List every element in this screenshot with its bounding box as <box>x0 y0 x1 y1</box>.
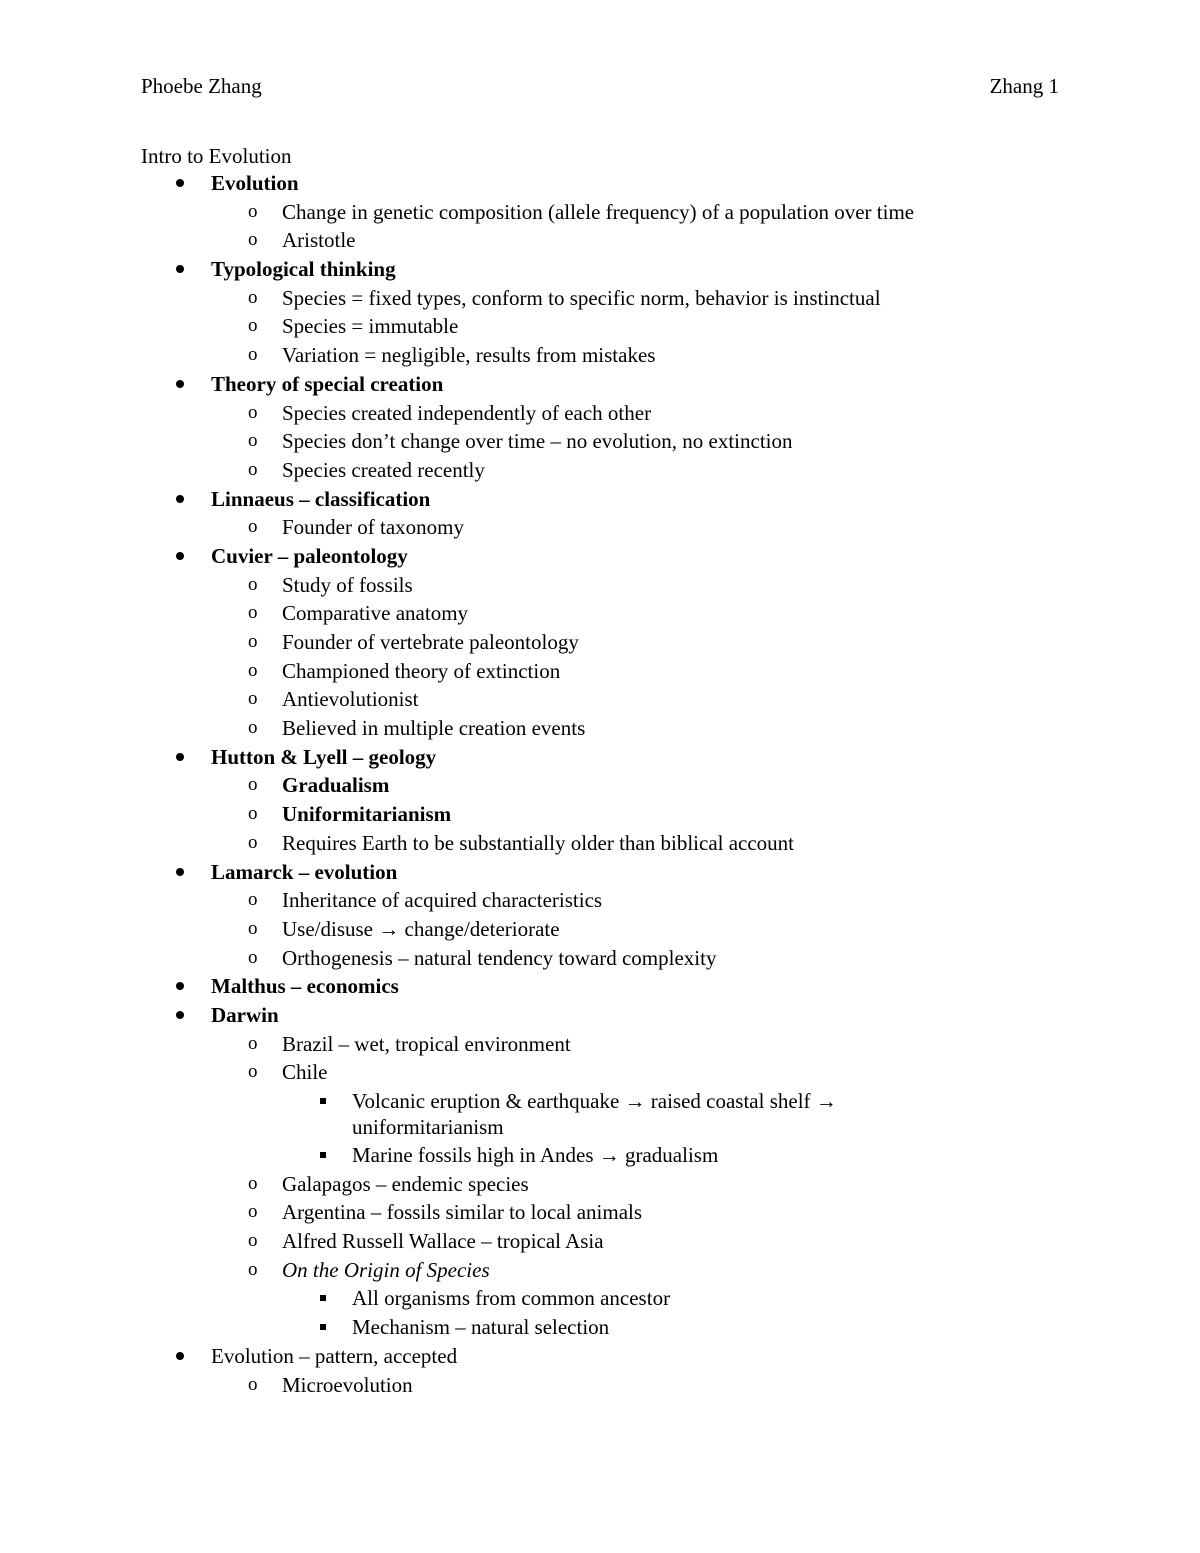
outline-item-level-3 <box>0 1089 1200 1143</box>
bullet-circle-icon: o <box>248 602 258 624</box>
outline-item-text: Hutton & Lyell – geology <box>211 744 437 769</box>
outline-item-text: Galapagos – endemic species <box>282 1171 529 1196</box>
outline-item-text: Lamarck – evolution <box>211 859 398 884</box>
outline-item-level-2 <box>0 1032 1200 1061</box>
outline-item-level-2 <box>0 1229 1200 1258</box>
bullet-disc-icon <box>176 552 184 560</box>
outline-item-level-2 <box>0 1373 1200 1402</box>
outline-item-text: Darwin <box>211 1002 279 1027</box>
bullet-square-icon <box>320 1324 326 1330</box>
bullet-circle-icon: o <box>248 1230 258 1252</box>
outline-item-level-2 <box>0 429 1200 458</box>
bullet-disc-icon <box>176 495 184 503</box>
bullet-circle-icon: o <box>248 1061 258 1083</box>
outline-item-level-2 <box>0 401 1200 430</box>
bullet-circle-icon: o <box>248 200 258 222</box>
bullet-circle-icon: o <box>248 1032 258 1054</box>
outline-item-level-2 <box>0 716 1200 745</box>
bullet-circle-icon: o <box>248 516 258 538</box>
bullet-circle-icon: o <box>248 946 258 968</box>
bullet-circle-icon: o <box>248 1172 258 1194</box>
outline-item-level-2 <box>0 314 1200 343</box>
bullet-circle-icon: o <box>248 659 258 681</box>
outline-item-text: Cuvier – paleontology <box>211 543 408 568</box>
outline-item-level-2 <box>0 687 1200 716</box>
outline-item-level-3 <box>0 1143 1200 1172</box>
bullet-circle-icon: o <box>248 803 258 825</box>
outline-item-level-2 <box>0 228 1200 257</box>
outline-item-level-2 <box>0 773 1200 802</box>
bullet-circle-icon: o <box>248 631 258 652</box>
outline-item-text: Chile <box>282 1060 328 1085</box>
outline-item-level-2 <box>0 286 1200 315</box>
outline-item-level-1 <box>0 372 1200 401</box>
bullet-circle-icon: o <box>248 688 258 710</box>
bullet-circle-icon: o <box>248 831 258 853</box>
outline-item-level-1 <box>0 974 1200 1003</box>
outline-item-text: Species = immutable <box>282 314 459 339</box>
bullet-circle-icon: o <box>248 430 258 452</box>
outline-item-level-2 <box>0 458 1200 487</box>
bullet-disc-icon <box>176 1011 184 1019</box>
outline-item-level-2 <box>0 630 1200 659</box>
outline-item-text: Founder of taxonomy <box>282 515 464 540</box>
document-title: Intro to Evolution <box>141 144 292 168</box>
outline-item-text: Marine fossils high in Andes → gradualism <box>352 1143 719 1167</box>
outline-item-text: Variation = negligible, results from mistakes <box>282 343 656 368</box>
bullet-circle-icon: o <box>248 1373 258 1395</box>
outline-item-level-2 <box>0 1060 1200 1089</box>
outline-item-text: Evolution <box>211 171 299 195</box>
outline-item-level-2 <box>0 888 1200 917</box>
outline-item-text: Volcanic eruption & earthquake → raised coastal shelf → uniformitarianism <box>352 1089 837 1139</box>
outline-item-text: Theory of special creation <box>211 371 444 396</box>
outline-item-text: Evolution – pattern, accepted <box>211 1343 458 1368</box>
outline-item-text: Species created independently of each other <box>282 400 652 425</box>
outline-item-level-2 <box>0 946 1200 975</box>
bullet-square-icon <box>320 1098 326 1104</box>
outline-item-level-2 <box>0 343 1200 372</box>
header-page-label: Zhang 1 <box>989 74 1059 98</box>
outline-item-text: Linnaeus – classification <box>211 486 431 511</box>
outline-item-text: All organisms from common ancestor <box>352 1286 671 1311</box>
outline-item-text: Founder of vertebrate paleontology <box>282 630 579 654</box>
outline-item-level-2 <box>0 831 1200 860</box>
bullet-square-icon <box>320 1152 326 1158</box>
outline-item-text: Study of fossils <box>282 572 413 597</box>
outline-item-text: Alfred Russell Wallace – tropical Asia <box>282 1229 604 1254</box>
notes-outline <box>0 171 1200 1401</box>
bullet-circle-icon: o <box>248 344 258 366</box>
outline-item-text: Microevolution <box>282 1372 413 1397</box>
outline-item-text: Orthogenesis – natural tendency toward complexity <box>282 945 717 970</box>
outline-item-text: Antievolutionist <box>282 687 419 712</box>
bullet-circle-icon: o <box>248 458 258 480</box>
bullet-disc-icon <box>176 179 184 187</box>
outline-item-text: Species don’t change over time – no evolution, no extinction <box>282 429 793 454</box>
bullet-circle-icon: o <box>248 229 258 251</box>
outline-item-level-3 <box>0 1286 1200 1315</box>
outline-item-text: Species created recently <box>282 457 485 482</box>
outline-item-text: Gradualism <box>282 773 390 798</box>
outline-item-level-2 <box>0 200 1200 229</box>
outline-item-text: Uniformitarianism <box>282 802 452 827</box>
outline-item-level-1 <box>0 544 1200 573</box>
outline-item-level-1 <box>0 487 1200 516</box>
outline-item-level-2 <box>0 515 1200 544</box>
outline-item-text: Malthus – economics <box>211 974 399 999</box>
outline-item-text: Inheritance of acquired characteristics <box>282 888 603 913</box>
outline-item-text: Believed in multiple creation events <box>282 716 586 741</box>
outline-item-text: Use/disuse → change/deteriorate <box>282 916 560 941</box>
outline-item-level-2 <box>0 1172 1200 1201</box>
outline-item-level-2 <box>0 1200 1200 1229</box>
bullet-circle-icon: o <box>248 315 258 337</box>
outline-item-text: Requires Earth to be substantially older than biblical account <box>282 830 795 855</box>
bullet-disc-icon <box>176 380 184 388</box>
bullet-circle-icon: o <box>248 774 258 796</box>
outline-item-level-2 <box>0 917 1200 946</box>
header-author: Phoebe Zhang <box>141 74 262 98</box>
outline-item-text: Comparative anatomy <box>282 601 469 626</box>
outline-item-text: Championed theory of extinction <box>282 658 561 683</box>
outline-item-level-2 <box>0 601 1200 630</box>
outline-item-level-2 <box>0 573 1200 602</box>
bullet-circle-icon: o <box>248 917 258 939</box>
outline-item-level-1 <box>0 257 1200 286</box>
outline-item-level-1 <box>0 171 1200 200</box>
bullet-disc-icon <box>176 982 184 990</box>
bullet-circle-icon: o <box>248 573 258 595</box>
outline-item-level-1 <box>0 1003 1200 1032</box>
outline-item-text: Species = fixed types, conform to specific norm, behavior is instinctual <box>282 285 881 310</box>
bullet-circle-icon: o <box>248 717 258 739</box>
outline-item-level-2 <box>0 1258 1200 1287</box>
bullet-disc-icon <box>176 753 184 761</box>
outline-item-level-1 <box>0 1344 1200 1373</box>
outline-item-text: Argentina – fossils similar to local animals <box>282 1200 643 1225</box>
bullet-circle-icon: o <box>248 401 258 423</box>
outline-item-level-2 <box>0 802 1200 831</box>
bullet-disc-icon <box>176 265 184 273</box>
outline-item-text: Change in genetic composition (allele frequency) of a population over time <box>282 199 915 224</box>
outline-item-text: Typological thinking <box>211 257 396 282</box>
bullet-square-icon <box>320 1295 326 1301</box>
bullet-disc-icon <box>176 1352 184 1360</box>
outline-item-level-2 <box>0 659 1200 688</box>
outline-item-text: Aristotle <box>282 228 356 253</box>
outline-item-level-1 <box>0 745 1200 774</box>
bullet-circle-icon: o <box>248 286 258 308</box>
outline-item-text: On the Origin of Species <box>282 1257 490 1282</box>
bullet-circle-icon: o <box>248 1201 258 1223</box>
outline-item-level-1 <box>0 860 1200 889</box>
outline-item-text: Mechanism – natural selection <box>352 1315 610 1340</box>
outline-item-text: Brazil – wet, tropical environment <box>282 1031 571 1056</box>
bullet-circle-icon: o <box>248 889 258 911</box>
bullet-disc-icon <box>176 868 184 876</box>
outline-item-level-3 <box>0 1315 1200 1344</box>
bullet-circle-icon: o <box>248 1258 258 1280</box>
